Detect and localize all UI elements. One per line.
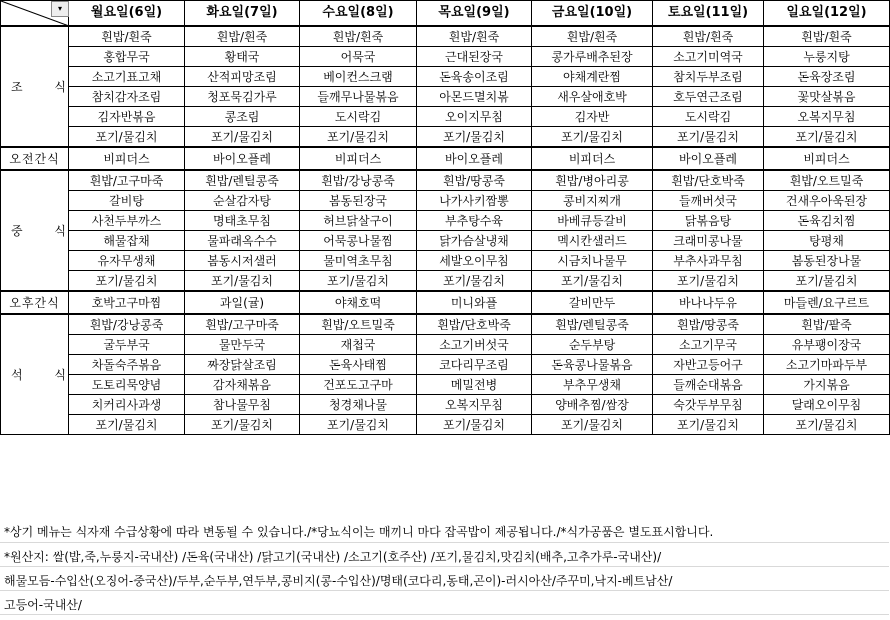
menu-cell: 부추탕수육 <box>417 211 532 231</box>
menu-cell: 누룽지탕 <box>764 47 890 67</box>
menu-cell: 오복지무침 <box>417 395 532 415</box>
menu-cell: 청경채나물 <box>300 395 417 415</box>
menu-cell: 양배추찜/쌈장 <box>532 395 653 415</box>
menu-cell: 흰밥/땅콩죽 <box>653 314 764 335</box>
menu-cell: 콩조림 <box>185 107 300 127</box>
menu-cell: 흰밥/흰죽 <box>69 26 185 47</box>
menu-cell: 김자반 <box>532 107 653 127</box>
menu-cell: 돈육콩나물볶음 <box>532 355 653 375</box>
menu-cell: 도시락김 <box>300 107 417 127</box>
menu-cell: 허브닭살구이 <box>300 211 417 231</box>
menu-cell: 명태초무침 <box>185 211 300 231</box>
menu-cell: 참치감자조림 <box>69 87 185 107</box>
day-header: 토요일(11일) <box>653 1 764 27</box>
menu-cell: 흰밥/단호박죽 <box>653 170 764 191</box>
menu-cell: 봄동시저샐러 <box>185 251 300 271</box>
menu-cell: 닭가슴살냉채 <box>417 231 532 251</box>
day-header: 화요일(7일) <box>185 1 300 27</box>
note-line: 해물모듬-수입산(오징어-중국산)/두부,순두부,연두부,콩비지(콩-수입산)/명태(코다리,동태,곤이)-러시아산/주꾸미,낙지-베트남산/ <box>4 574 673 588</box>
meal-label: 오전간식 <box>1 147 69 170</box>
menu-cell: 숙갓두부무침 <box>653 395 764 415</box>
header-row <box>1 1 890 27</box>
menu-cell: 흰밥/흰죽 <box>185 26 300 47</box>
menu-row <box>1 231 890 251</box>
menu-cell: 포기/물김치 <box>653 415 764 435</box>
menu-cell: 꽃맛살볶음 <box>764 87 890 107</box>
menu-cell: 과일(귤) <box>185 291 300 314</box>
menu-cell: 물파래옥수수 <box>185 231 300 251</box>
day-header: 수요일(8일) <box>300 1 417 27</box>
menu-row <box>1 87 890 107</box>
menu-cell: 바베큐등갈비 <box>532 211 653 231</box>
menu-cell: 들깨순대볶음 <box>653 375 764 395</box>
menu-cell: 가지볶음 <box>764 375 890 395</box>
menu-cell: 비피더스 <box>764 147 890 170</box>
menu-cell: 야채호떡 <box>300 291 417 314</box>
menu-cell: 새우살애호박 <box>532 87 653 107</box>
menu-row <box>1 415 890 435</box>
menu-cell: 포기/물김치 <box>417 271 532 292</box>
menu-cell: 소고기버섯국 <box>417 335 532 355</box>
menu-cell: 아몬드멸치볶 <box>417 87 532 107</box>
menu-cell: 흰밥/오트밀죽 <box>300 314 417 335</box>
note-line: *원산지: 쌀(밥,죽,누룽지-국내산) /돈육(국내산) /닭고기(국내산) /소고기(호주산) /포기,물김치,맛김치(배추,고추가루-국내산)/ <box>4 550 662 564</box>
menu-cell: 들깨무나물볶음 <box>300 87 417 107</box>
menu-row <box>1 47 890 67</box>
chevron-down-icon[interactable]: ▾ <box>51 1 69 17</box>
menu-cell: 코다리무조림 <box>417 355 532 375</box>
menu-cell: 갈비만두 <box>532 291 653 314</box>
menu-cell: 오복지무침 <box>764 107 890 127</box>
menu-cell: 포기/물김치 <box>764 271 890 292</box>
menu-cell: 시금치나물무 <box>532 251 653 271</box>
note-line: 고등어-국내산/ <box>4 598 82 612</box>
menu-cell: 흰밥/흰죽 <box>532 26 653 47</box>
menu-cell: 산적피망조림 <box>185 67 300 87</box>
menu-cell: 포기/물김치 <box>417 415 532 435</box>
menu-cell: 야채계란찜 <box>532 67 653 87</box>
menu-cell: 재첩국 <box>300 335 417 355</box>
menu-cell: 도시락김 <box>653 107 764 127</box>
menu-cell: 포기/물김치 <box>185 271 300 292</box>
menu-cell: 바나나두유 <box>653 291 764 314</box>
menu-cell: 마들렌/요구르트 <box>764 291 890 314</box>
menu-cell: 청포묵김가루 <box>185 87 300 107</box>
menu-cell: 닭볶음탕 <box>653 211 764 231</box>
grid-row <box>0 591 889 615</box>
menu-cell: 소고기미역국 <box>653 47 764 67</box>
day-header: 월요일(6일) <box>69 1 185 27</box>
menu-cell: 봄동된장국 <box>300 191 417 211</box>
meal-label: 조 식 <box>1 26 69 147</box>
menu-cell: 포기/물김치 <box>185 127 300 148</box>
menu-row <box>1 107 890 127</box>
menu-cell: 비피더스 <box>300 147 417 170</box>
menu-cell: 멕시칸샐러드 <box>532 231 653 251</box>
menu-cell: 포기/물김치 <box>300 415 417 435</box>
menu-cell: 포기/물김치 <box>653 127 764 148</box>
menu-row <box>1 355 890 375</box>
menu-row <box>1 147 890 170</box>
menu-cell: 포기/물김치 <box>764 415 890 435</box>
menu-cell: 들깨버섯국 <box>653 191 764 211</box>
menu-row <box>1 26 890 47</box>
menu-cell: 흰밥/땅콩죽 <box>417 170 532 191</box>
menu-row <box>1 211 890 231</box>
menu-cell: 크래미콩나물 <box>653 231 764 251</box>
menu-cell: 홍합무국 <box>69 47 185 67</box>
menu-cell: 포기/물김치 <box>532 415 653 435</box>
menu-cell: 호두연근조림 <box>653 87 764 107</box>
note-line: *상기 메뉴는 식자재 수급상황에 따라 변동될 수 있습니다./*당뇨식이는 매끼니 마다 잡곡밥이 제공됩니다./*식가공품은 별도표시합니다. <box>4 525 714 539</box>
menu-cell: 비피더스 <box>532 147 653 170</box>
menu-cell: 봄동된장나물 <box>764 251 890 271</box>
menu-cell: 포기/물김치 <box>300 271 417 292</box>
menu-cell: 흰밥/단호박죽 <box>417 314 532 335</box>
menu-cell: 부추사과무침 <box>653 251 764 271</box>
menu-cell: 세발오이무침 <box>417 251 532 271</box>
day-header: 금요일(10일) <box>532 1 653 27</box>
menu-row <box>1 251 890 271</box>
menu-cell: 소고기무국 <box>653 335 764 355</box>
menu-cell: 흰밥/흰죽 <box>653 26 764 47</box>
menu-cell: 흰밥/흰죽 <box>764 26 890 47</box>
menu-cell: 물미역초무침 <box>300 251 417 271</box>
menu-cell: 포기/물김치 <box>69 415 185 435</box>
menu-cell: 소고기표고채 <box>69 67 185 87</box>
menu-cell: 어묵콩나물찜 <box>300 231 417 251</box>
menu-cell: 포기/물김치 <box>69 271 185 292</box>
menu-cell: 참치두부조림 <box>653 67 764 87</box>
menu-row <box>1 335 890 355</box>
menu-cell: 해물잡채 <box>69 231 185 251</box>
menu-cell: 유부팽이장국 <box>764 335 890 355</box>
menu-cell: 건새우아욱된장 <box>764 191 890 211</box>
menu-cell: 흰밥/팥죽 <box>764 314 890 335</box>
menu-cell: 부추무생채 <box>532 375 653 395</box>
menu-cell: 근대된장국 <box>417 47 532 67</box>
menu-cell: 포기/물김치 <box>300 127 417 148</box>
meal-label: 오후간식 <box>1 291 69 314</box>
menu-row <box>1 395 890 415</box>
menu-cell: 콩가루배추된장 <box>532 47 653 67</box>
menu-row <box>1 271 890 292</box>
menu-cell: 건포도고구마 <box>300 375 417 395</box>
menu-cell: 호박고구마찜 <box>69 291 185 314</box>
menu-cell: 흰밥/렌틸콩죽 <box>532 314 653 335</box>
menu-row <box>1 170 890 191</box>
menu-cell: 포기/물김치 <box>532 127 653 148</box>
menu-cell: 소고기마파두부 <box>764 355 890 375</box>
menu-cell: 흰밥/흰죽 <box>300 26 417 47</box>
menu-cell: 순살감자탕 <box>185 191 300 211</box>
menu-cell: 베이컨스크램 <box>300 67 417 87</box>
menu-cell: 비피더스 <box>69 147 185 170</box>
menu-cell: 흰밥/병아리콩 <box>532 170 653 191</box>
menu-cell: 도토리묵양념 <box>69 375 185 395</box>
menu-cell: 포기/물김치 <box>69 127 185 148</box>
meal-label: 석 식 <box>1 314 69 435</box>
menu-row <box>1 375 890 395</box>
menu-cell: 포기/물김치 <box>417 127 532 148</box>
menu-cell: 황태국 <box>185 47 300 67</box>
menu-cell: 메밀전병 <box>417 375 532 395</box>
menu-cell: 자반고등어구 <box>653 355 764 375</box>
menu-cell: 김자반볶음 <box>69 107 185 127</box>
menu-cell: 포기/물김치 <box>185 415 300 435</box>
menu-cell: 미니와플 <box>417 291 532 314</box>
menu-cell: 차돌숙주볶음 <box>69 355 185 375</box>
menu-cell: 바이오플레 <box>417 147 532 170</box>
menu-cell: 포기/물김치 <box>653 271 764 292</box>
menu-cell: 흰밥/고구마죽 <box>69 170 185 191</box>
menu-cell: 흰밥/강낭콩죽 <box>300 170 417 191</box>
menu-row <box>1 127 890 148</box>
menu-row <box>1 191 890 211</box>
menu-cell: 돈육장조림 <box>764 67 890 87</box>
menu-cell: 바이오플레 <box>185 147 300 170</box>
menu-cell: 감자채볶음 <box>185 375 300 395</box>
day-header: 목요일(9일) <box>417 1 532 27</box>
menu-cell: 달래오이무침 <box>764 395 890 415</box>
menu-cell: 흰밥/렌틸콩죽 <box>185 170 300 191</box>
menu-cell: 바이오플레 <box>653 147 764 170</box>
meal-label: 중 식 <box>1 170 69 291</box>
menu-row <box>1 291 890 314</box>
corner-cell <box>1 1 69 27</box>
menu-cell: 순두부탕 <box>532 335 653 355</box>
menu-cell: 참나물무침 <box>185 395 300 415</box>
menu-cell: 물만두국 <box>185 335 300 355</box>
menu-row <box>1 314 890 335</box>
menu-cell: 짜장닭살조림 <box>185 355 300 375</box>
menu-cell: 돈육사태찜 <box>300 355 417 375</box>
menu-cell: 굴두부국 <box>69 335 185 355</box>
menu-cell: 콩비지찌개 <box>532 191 653 211</box>
menu-row <box>1 67 890 87</box>
menu-cell: 사천두부까스 <box>69 211 185 231</box>
menu-cell: 흰밥/오트밀죽 <box>764 170 890 191</box>
menu-cell: 치커리사과생 <box>69 395 185 415</box>
menu-cell: 돈육송이조림 <box>417 67 532 87</box>
menu-cell: 탕평채 <box>764 231 890 251</box>
menu-cell: 포기/물김치 <box>764 127 890 148</box>
menu-cell: 돈육김치찜 <box>764 211 890 231</box>
menu-cell: 유자무생채 <box>69 251 185 271</box>
menu-cell: 포기/물김치 <box>532 271 653 292</box>
menu-cell: 흰밥/고구마죽 <box>185 314 300 335</box>
menu-cell: 나가사키짬뽕 <box>417 191 532 211</box>
menu-cell: 어묵국 <box>300 47 417 67</box>
day-header: 일요일(12일) <box>764 1 890 27</box>
menu-cell: 흰밥/흰죽 <box>417 26 532 47</box>
menu-cell: 오이지무침 <box>417 107 532 127</box>
menu-cell: 흰밥/강낭콩죽 <box>69 314 185 335</box>
menu-cell: 갈비탕 <box>69 191 185 211</box>
